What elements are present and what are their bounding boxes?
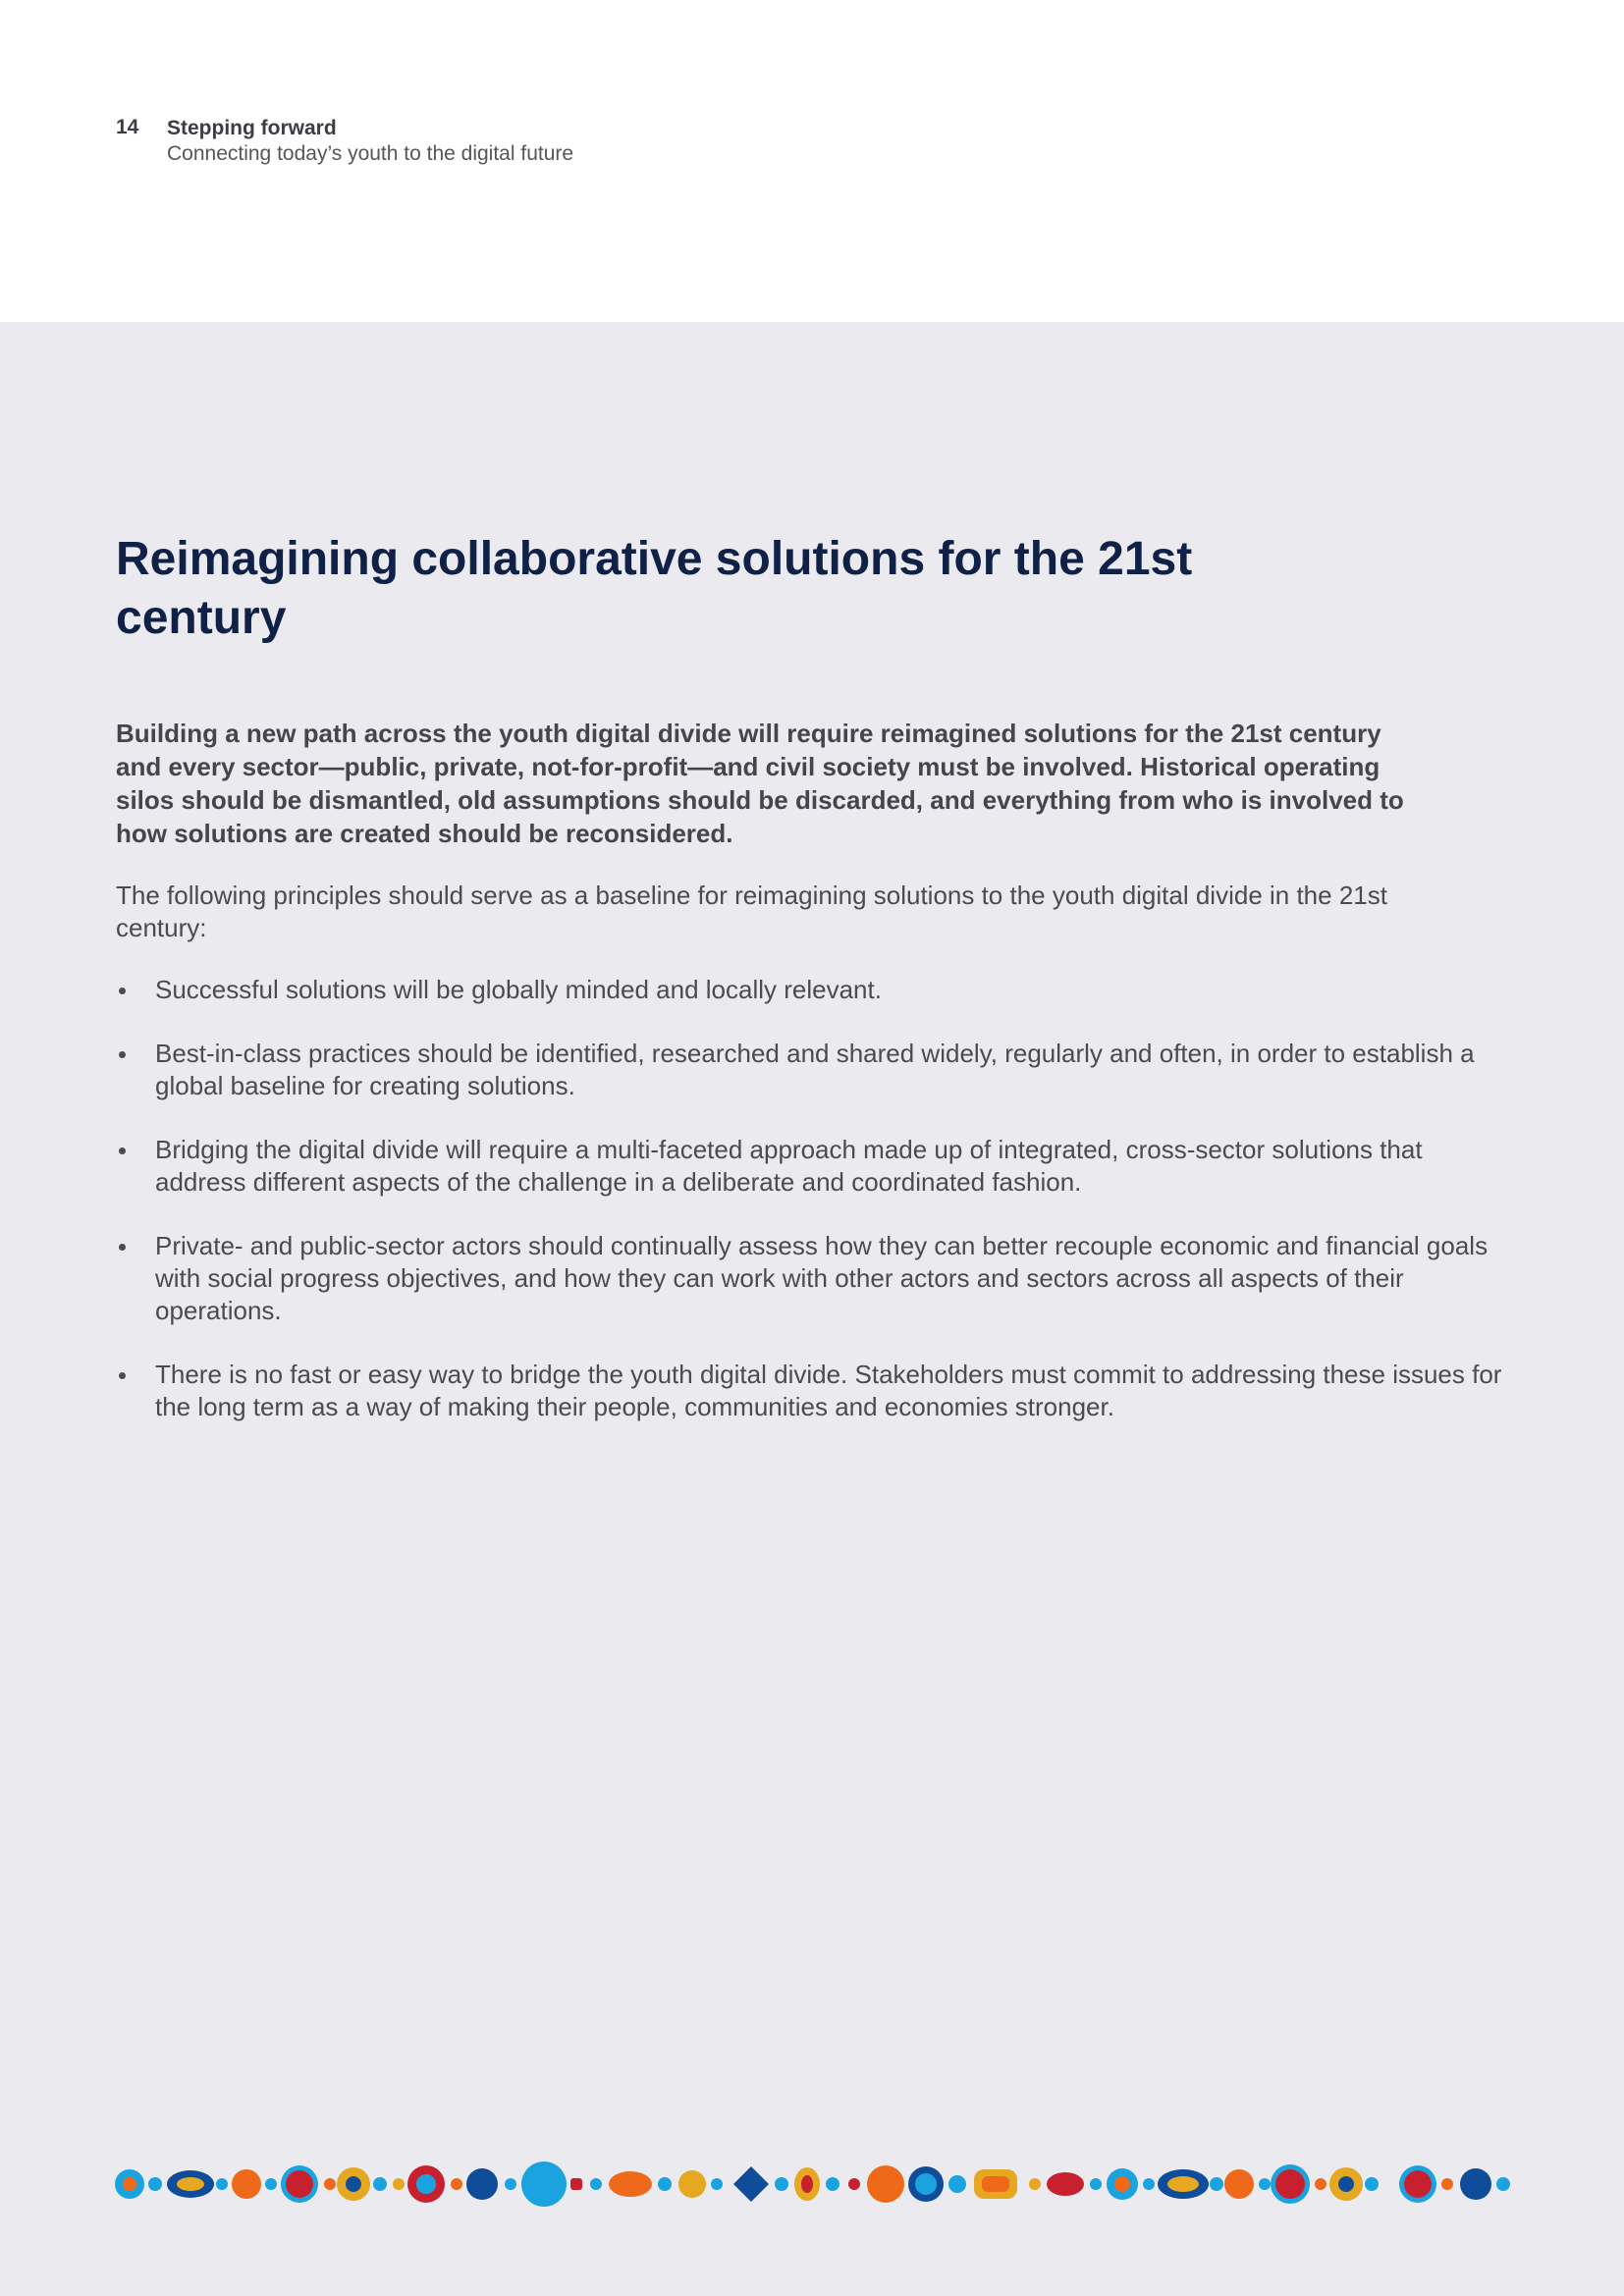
dot-icon — [1143, 2178, 1155, 2190]
dot-icon — [658, 2177, 672, 2191]
list-item-text: Bridging the digital divide will require a multi-faceted approach made up of integrated, cross-sector solutions that address different aspects of the challenge in a deliberate and coordinated fashion. — [155, 1135, 1423, 1197]
intro-paragraph: The following principles should serve as a baseline for reimagining solutions to the youth digital divide in the 21st century: — [116, 881, 1387, 942]
dot-icon — [915, 2173, 937, 2195]
dot-icon — [1404, 2170, 1432, 2198]
dot-icon — [1210, 2177, 1223, 2191]
dot-icon — [590, 2178, 602, 2190]
list-item-text: There is no fast or easy way to bridge the youth digital divide. Stakeholders must commit to addressing these issues for the long term as a way of making their people, communities and economies stronger. — [155, 1360, 1502, 1421]
dot-icon — [521, 2162, 567, 2207]
section-title: Reimagining collaborative solutions for the 21st century — [116, 533, 1193, 644]
list-item-text: Best-in-class practices should be identified, researched and shared widely, regularly and often, in order to establish a global baseline for creating solutions. — [155, 1039, 1475, 1100]
dot-icon — [416, 2174, 436, 2194]
list-item-text: Successful solutions will be globally minded and locally relevant. — [155, 975, 882, 1004]
dot-icon — [982, 2176, 1009, 2192]
dot-icon — [1090, 2178, 1102, 2190]
dot-icon — [1441, 2178, 1453, 2190]
dot-icon — [1224, 2169, 1254, 2199]
dot-icon — [867, 2165, 904, 2203]
decorative-dots-border — [0, 322, 1624, 2296]
dot-icon — [1460, 2168, 1491, 2200]
dot-icon — [1315, 2178, 1326, 2190]
lead-paragraph: Building a new path across the youth digital divide will require reimagined solutions for the 21st century and every sector—public, private, not-for-profit—and civil society must be involved. Historical operating silos should be dismantled, old assumptions should be discarded, and everything from who is involved to how solutions are created should be reconsidered. — [116, 719, 1404, 848]
list-item-text: Private- and public-sector actors should continually assess how they can better recouple economic and financial goals with social progress objectives, and how they can work with other actors and sectors across all aspects of their operations. — [155, 1231, 1489, 1325]
dot-icon — [948, 2175, 966, 2193]
dot-icon — [123, 2177, 136, 2191]
dot-icon — [801, 2175, 813, 2193]
dot-icon — [324, 2178, 336, 2190]
dot-icon — [466, 2168, 498, 2200]
dot-icon — [1114, 2176, 1130, 2192]
dot-icon — [848, 2178, 860, 2190]
dot-icon — [286, 2170, 313, 2198]
dot-icon — [678, 2170, 706, 2198]
dot-icon — [1029, 2178, 1041, 2190]
dot-icon — [826, 2177, 839, 2191]
dot-icon — [775, 2177, 788, 2191]
dot-icon — [1496, 2177, 1510, 2191]
dot-icon — [1365, 2177, 1379, 2191]
dot-icon — [711, 2178, 723, 2190]
dot-icon — [733, 2166, 769, 2202]
dot-icon — [265, 2178, 277, 2190]
dot-icon — [1338, 2176, 1354, 2192]
dot-icon — [232, 2169, 261, 2199]
dot-icon — [570, 2178, 582, 2190]
dot-icon — [148, 2177, 162, 2191]
dot-icon — [393, 2178, 405, 2190]
header-title: Stepping forward — [167, 117, 337, 139]
dot-icon — [1275, 2169, 1305, 2199]
header-subtitle: Connecting today’s youth to the digital future — [167, 142, 574, 165]
dot-icon — [609, 2171, 652, 2197]
dot-icon — [451, 2178, 462, 2190]
dot-icon — [373, 2177, 387, 2191]
dot-icon — [1047, 2172, 1084, 2196]
dot-icon — [177, 2177, 204, 2191]
content-panel — [0, 322, 1624, 2296]
dot-icon — [1167, 2176, 1199, 2192]
dot-icon — [505, 2178, 516, 2190]
page-number: 14 — [116, 116, 139, 138]
dot-icon — [216, 2178, 228, 2190]
header-text — [167, 116, 952, 167]
dot-icon — [346, 2176, 361, 2192]
dot-icon — [1259, 2178, 1271, 2190]
